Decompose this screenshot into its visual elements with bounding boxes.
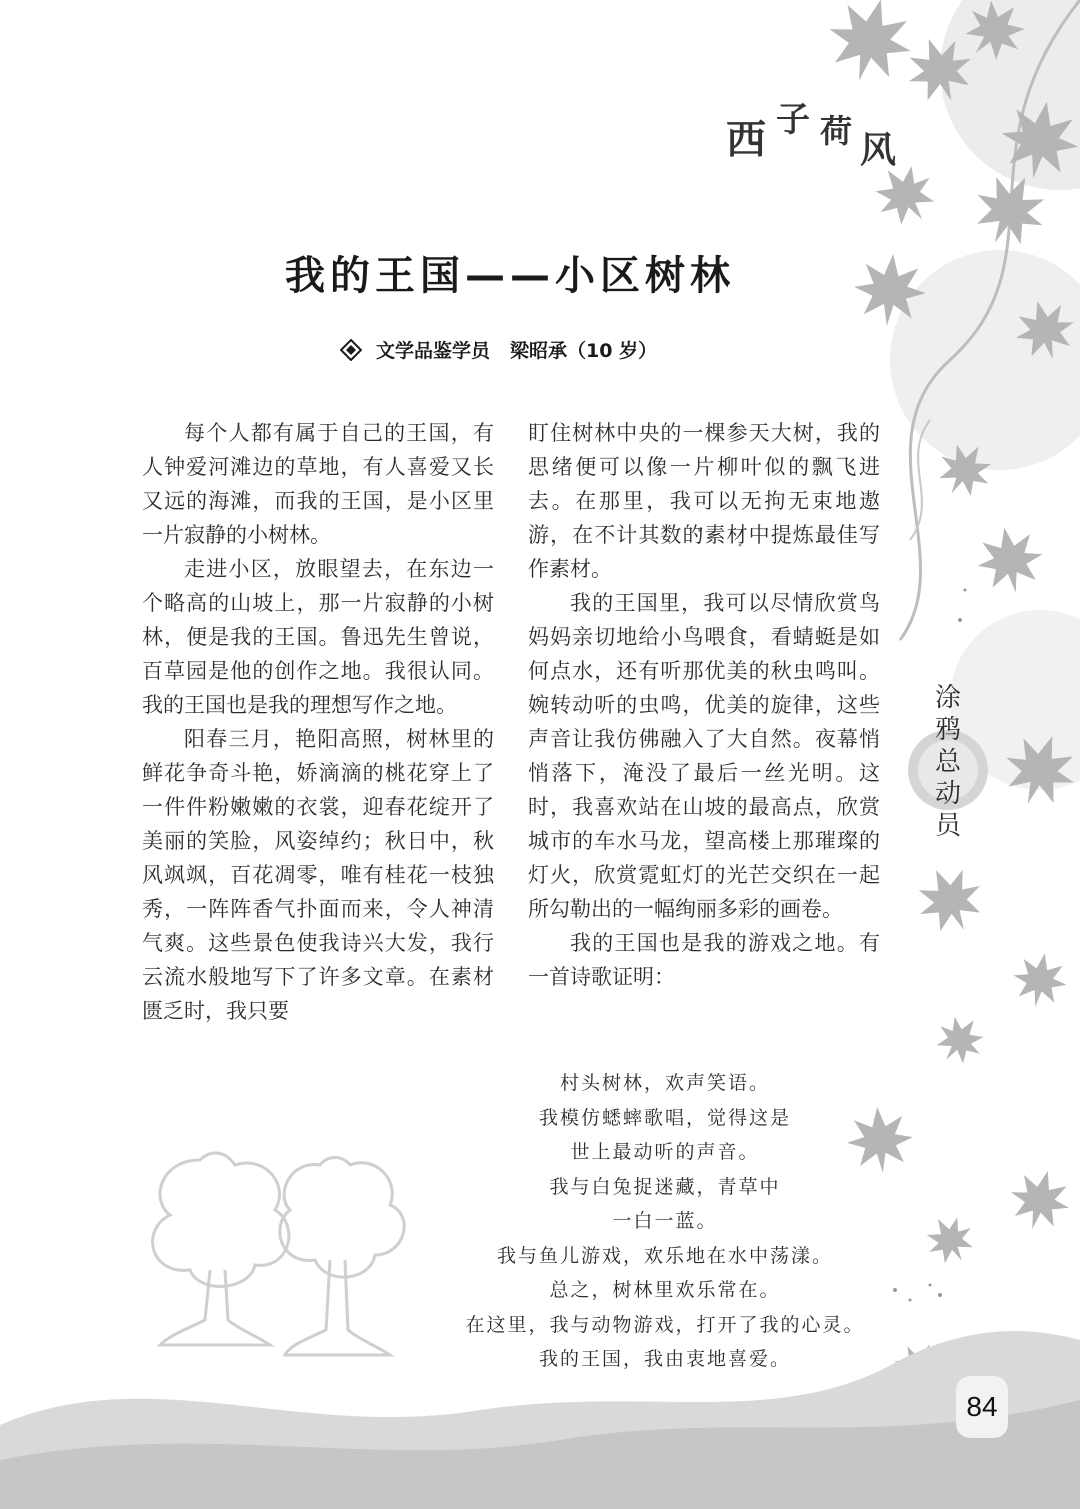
paragraph: 阳春三月，艳阳高照，树林里的鲜花争奇斗艳，娇滴滴的桃花穿上了一件件粉嫩嫩的衣裳，迎春花绽开了美丽的笑脸，风姿绰约；秋日中，秋风飒飒，百花凋零，唯有桂花一枝独秀，一阵阵香气扑面而来，令人神清气爽。这些景色使我诗兴大发，我行云流水般地写下了许多文章。在素材匮乏时，我只要 <box>142 727 494 1023</box>
diamond-bullet-icon <box>340 339 362 361</box>
author-role: 文学品鉴学员 <box>376 340 491 362</box>
side-tag-char: 总 <box>934 747 961 777</box>
side-tag-char: 动 <box>934 779 961 809</box>
poem-line: 总之，树林里欢乐常在。 <box>549 1279 781 1301</box>
paragraph: 我的王国也是我的游戏之地。有一首诗歌证明： <box>528 931 880 989</box>
paragraph: 每个人都有属于自己的王国，有人钟爱河滩边的草地，有人喜爱又长又远的海滩，而我的王国，是小区里一片寂静的小树林。 <box>142 421 494 547</box>
poem-line: 村头树林，欢声笑语。 <box>559 1072 770 1094</box>
article-title: 我的王国——小区树林 <box>285 253 735 299</box>
side-column-tag <box>918 682 978 842</box>
side-tag-char: 涂 <box>934 683 961 713</box>
side-tag-char: 员 <box>934 811 961 841</box>
paragraph: 盯住树林中央的一棵参天大树，我的思绪便可以像一片柳叶似的飘飞进去。在那里，我可以无拘无束地遨游，在不计其数的素材中提炼最佳写作素材。 <box>528 421 880 581</box>
paragraph: 走进小区，放眼望去，在东边一个略高的山坡上，那一片寂静的小树林，便是我的王国。鲁迅先生曾说，百草园是他的创作之地。我很认同。我的王国也是我的理想写作之地。 <box>142 557 494 717</box>
author-name: 梁昭承（10 岁） <box>510 340 658 362</box>
side-tag-char: 鸦 <box>934 715 961 745</box>
poem-line: 我与鱼儿游戏，欢乐地在水中荡漾。 <box>496 1244 833 1267</box>
text-column-right <box>528 416 880 994</box>
poem <box>440 1066 890 1377</box>
poem-line: 我的王国，我由衷地喜爱。 <box>538 1348 791 1370</box>
section-char: 西 <box>726 117 766 163</box>
section-char: 子 <box>776 100 810 140</box>
poem-line: 我模仿蟋蟀歌唱，觉得这是 <box>538 1106 791 1129</box>
section-char: 风 <box>860 130 897 171</box>
byline <box>340 336 657 363</box>
text-column-left <box>142 416 494 1028</box>
poem-line: 世上最动听的声音。 <box>570 1141 760 1163</box>
section-char: 荷 <box>820 112 853 150</box>
section-brand <box>720 92 900 172</box>
poem-line: 一白一蓝。 <box>612 1210 718 1232</box>
paragraph: 我的王国里，我可以尽情欣赏鸟妈妈亲切地给小鸟喂食，看蜻蜓是如何点水，还有听那优美的秋虫鸣叫。婉转动听的虫鸣，优美的旋律，这些声音让我仿佛融入了大自然。夜幕悄悄落下，淹没了最后一丝光明。这时，我喜欢站在山坡的最高点，欣赏城市的车水马龙，望高楼上那璀璨的灯火，欣赏霓虹灯的光芒交织在一起所勾勒出的一幅绚丽多彩的画卷。 <box>528 591 880 921</box>
poem-line: 我与白兔捉迷藏，青草中 <box>549 1175 781 1198</box>
poem-line: 在这里，我与动物游戏，打开了我的心灵。 <box>465 1313 865 1336</box>
page-number: 84 <box>956 1376 1008 1438</box>
